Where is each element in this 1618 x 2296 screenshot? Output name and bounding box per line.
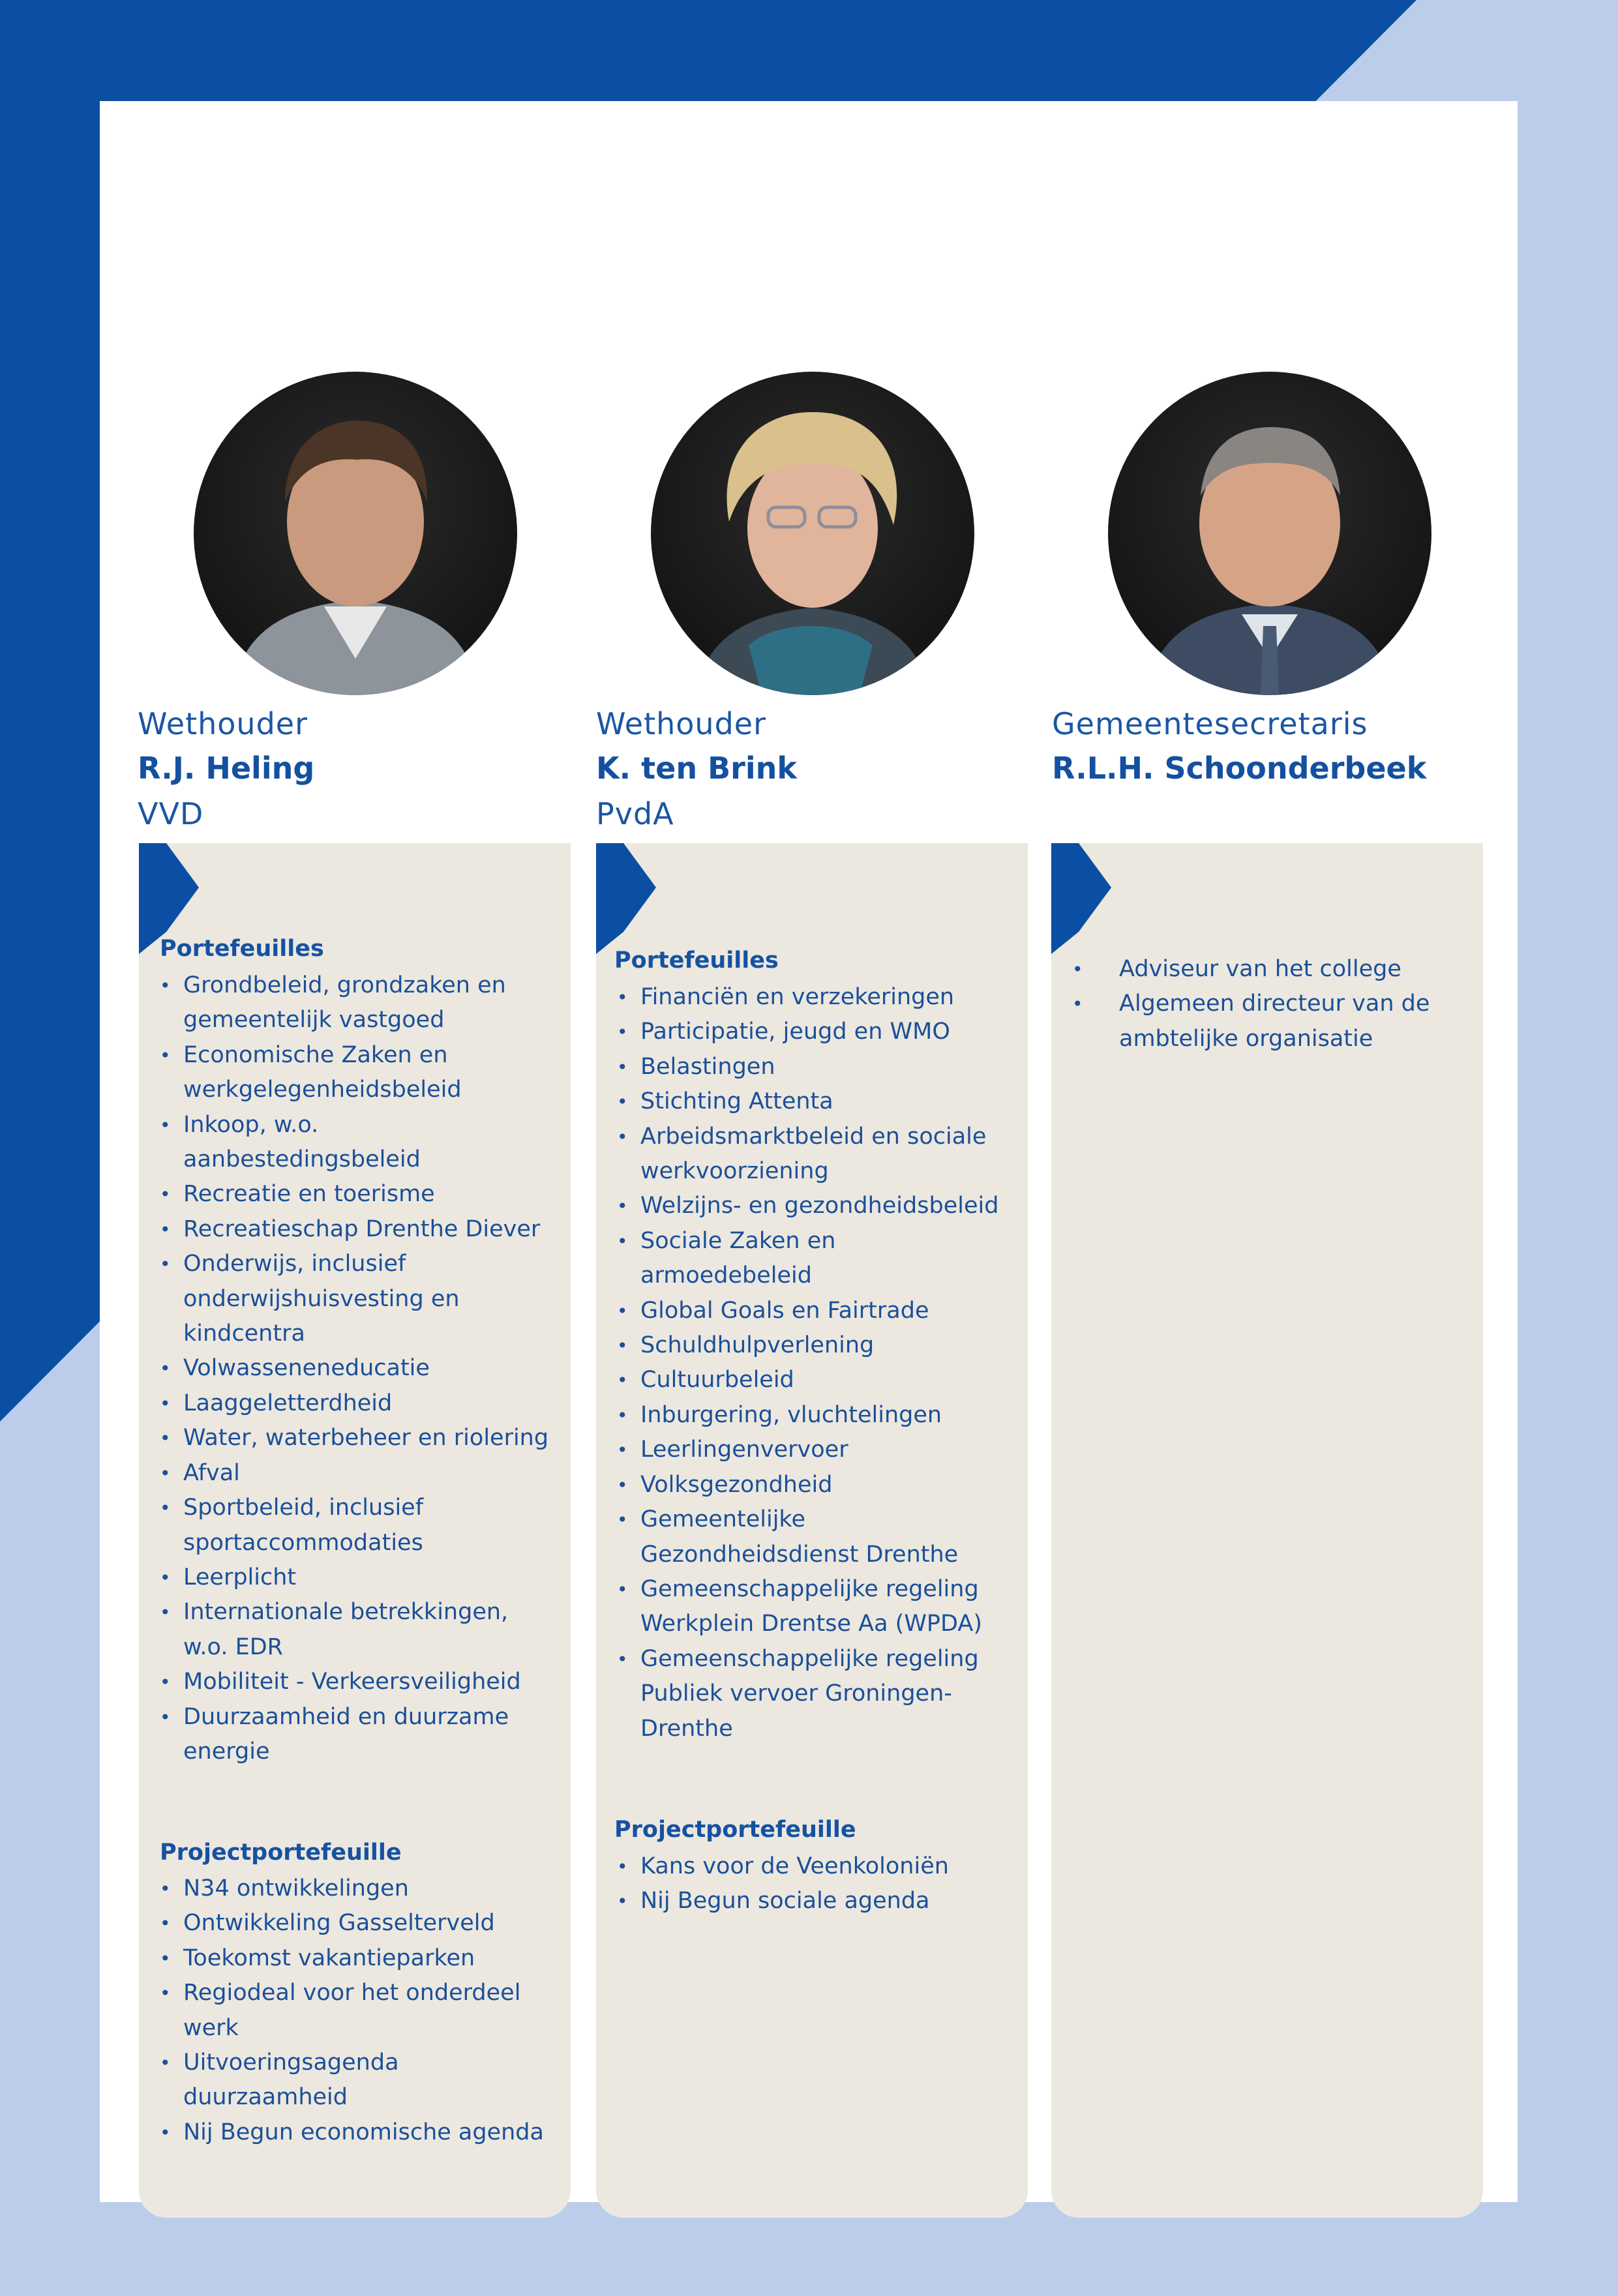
content-sheet [100, 101, 1518, 2202]
section-title-projectportefeuille: Projectportefeuille [160, 1840, 402, 1866]
list-item: • Laaggeletterdheid [139, 1386, 556, 1421]
list-item: • Volksgezondheid [596, 1468, 1013, 1502]
list-item: • Inburgering, vluchtelingen [596, 1398, 1013, 1433]
list-item: • Sociale Zaken en armoedebeleid [596, 1224, 1013, 1294]
list-item: • Ontwikkeling Gasselterveld [139, 1906, 556, 1941]
list-item: • Leerplicht [139, 1560, 556, 1595]
portfolio-list [596, 980, 1013, 1746]
list-item: • Toekomst vakantieparken [139, 1941, 556, 1976]
list-item: • Kans voor de Veenkoloniën [596, 1849, 1013, 1884]
list-item: • Duurzaamheid en duurzame energie [139, 1700, 556, 1770]
list-item: • Gemeenschappelijke regeling Publiek vervoer Groningen-Drenthe [596, 1642, 1013, 1746]
person-name: K. ten Brink [596, 751, 797, 786]
list-item: • Arbeidsmarktbeleid en sociale werkvoorziening [596, 1120, 1013, 1189]
list-item: • N34 ontwikkelingen [139, 1871, 556, 1906]
list-item: • Nij Begun economische agenda [139, 2115, 556, 2150]
list-item: • Nij Begun sociale agenda [596, 1884, 1013, 1918]
person-role: Gemeentesecretaris [1052, 706, 1368, 741]
list-item: • Financiën en verzekeringen [596, 980, 1013, 1015]
chevron-tab-icon [1051, 843, 1111, 954]
person-name: R.L.H. Schoonderbeek [1052, 751, 1427, 786]
list-item: • Belastingen [596, 1050, 1013, 1084]
list-item: • Welzijns- en gezondheidsbeleid [596, 1189, 1013, 1223]
list-item: • Gemeentelijke Gezondheidsdienst Drenthe [596, 1502, 1013, 1572]
portfolio-card [596, 843, 1028, 2218]
list-item: • Onderwijs, inclusief onderwijshuisvesting en kindcentra [139, 1247, 556, 1351]
person-silhouette-icon [651, 372, 974, 695]
person-silhouette-icon [1108, 372, 1431, 695]
portfolio-card [1051, 843, 1483, 2218]
list-item: • Participatie, jeugd en WMO [596, 1015, 1013, 1049]
person-party: PvdA [596, 796, 674, 831]
list-item: • Cultuurbeleid [596, 1363, 1013, 1397]
portrait-photo-schoonderbeek [1108, 372, 1431, 695]
section-title-projectportefeuille: Projectportefeuille [614, 1817, 856, 1843]
portrait-photo-ten-brink [651, 372, 974, 695]
portfolio-card [139, 843, 571, 2218]
list-item: • Afval [139, 1456, 556, 1491]
list-item: • Inkoop, w.o. aanbestedingsbeleid [139, 1108, 556, 1178]
person-silhouette-icon [194, 372, 517, 695]
list-item: • Gemeenschappelijke regeling Werkplein Drentse Aa (WPDA) [596, 1572, 1013, 1642]
project-list [139, 1871, 556, 2150]
list-item: • Regiodeal voor het onderdeel werk [139, 1976, 556, 2046]
list-item: • Water, waterbeheer en riolering [139, 1421, 556, 1455]
section-title-portefeuilles: Portefeuilles [160, 936, 324, 962]
list-item: • Sportbeleid, inclusief sportaccommodaties [139, 1491, 556, 1560]
person-role: Wethouder [596, 706, 766, 741]
list-item: • Economische Zaken en werkgelegenheidsbeleid [139, 1038, 556, 1108]
list-item: • Internationale betrekkingen, w.o. EDR [139, 1595, 556, 1665]
list-item: • Mobiliteit - Verkeersveiligheid [139, 1665, 556, 1699]
person-party: VVD [138, 796, 204, 831]
duties-list [1051, 952, 1469, 1056]
project-list [596, 1849, 1013, 1919]
portrait-photo-heling [194, 372, 517, 695]
list-item: • Stichting Attenta [596, 1084, 1013, 1119]
list-item: • Global Goals en Fairtrade [596, 1294, 1013, 1328]
list-item: • Schuldhulpverlening [596, 1328, 1013, 1363]
list-item: • Leerlingenvervoer [596, 1433, 1013, 1467]
person-role: Wethouder [138, 706, 308, 741]
section-title-portefeuilles: Portefeuilles [614, 947, 779, 974]
list-item: • Grondbeleid, grondzaken en gemeentelijk vastgoed [139, 968, 556, 1038]
list-item: • Recreatie en toerisme [139, 1177, 556, 1212]
list-item: • Algemeen directeur van de ambtelijke organisatie [1051, 987, 1469, 1056]
list-item: • Adviseur van het college [1051, 952, 1469, 987]
chevron-tab-icon [596, 843, 656, 954]
list-item: • Uitvoeringsagenda duurzaamheid [139, 2046, 556, 2115]
portfolio-list [139, 968, 556, 1769]
list-item: • Recreatieschap Drenthe Diever [139, 1212, 556, 1247]
person-name: R.J. Heling [138, 751, 315, 786]
list-item: • Volwasseneneducatie [139, 1351, 556, 1386]
